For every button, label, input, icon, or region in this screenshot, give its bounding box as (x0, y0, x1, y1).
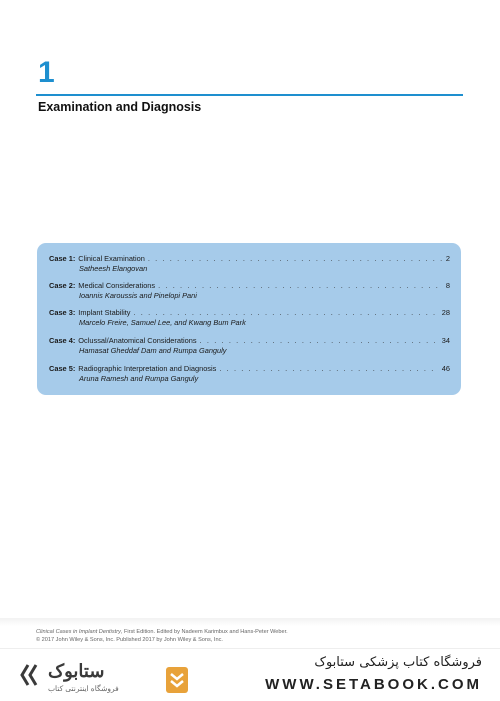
case-title: Radiographic Interpretation and Diagnosis (78, 364, 217, 373)
toc-box (37, 243, 461, 395)
setabook-logo[interactable] (20, 657, 170, 697)
case-label: Case 4: (49, 336, 76, 345)
leader-dots (200, 336, 439, 346)
toc-entry-5[interactable] (49, 364, 450, 383)
case-label: Case 1: (49, 254, 76, 263)
chapter-rule (36, 94, 463, 96)
page-number: 34 (441, 336, 450, 345)
case-label: Case 3: (49, 308, 76, 317)
leader-dots (133, 308, 438, 318)
logo-subtitle: فروشگاه اینترنتی کتاب (48, 684, 119, 693)
case-authors: Marcelo Freire, Samuel Lee, and Kwang Bum Park (79, 317, 246, 327)
page-number: 46 (441, 364, 450, 373)
footer-rule (0, 618, 500, 626)
case-label: Case 5: (49, 364, 76, 373)
case-authors: Aruna Ramesh and Rumpa Ganguly (79, 373, 199, 383)
book-badge-icon (164, 665, 190, 695)
logo-text: ستابوک (48, 661, 105, 681)
case-title: Medical Considerations (78, 281, 156, 290)
setabook-banner[interactable] (0, 648, 500, 701)
page-number: 2 (445, 254, 450, 263)
chevrons-icon (20, 661, 50, 691)
leader-dots (158, 281, 443, 291)
copyright-footer (36, 629, 288, 644)
toc-entry-4[interactable] (49, 336, 450, 355)
case-title: Oclussal/Anatomical Considerations (78, 336, 197, 345)
case-authors: Satheesh Elangovan (79, 263, 148, 273)
shop-name: فروشگاه کتاب پزشکی ستابوک (314, 655, 482, 670)
edition-info: , First Edition. Edited by Nadeem Karimbux and Hans-Peter Weber. (120, 629, 288, 635)
case-authors: Ioannis Karoussis and Pinelopi Pani (79, 290, 197, 300)
page-number: 8 (445, 281, 450, 290)
toc-entry-1[interactable] (49, 254, 450, 273)
toc-entry-3[interactable] (49, 308, 450, 327)
case-authors: Hamasat Gheddaf Dam and Rumpa Ganguly (79, 345, 227, 355)
leader-dots (219, 364, 438, 374)
copyright-line: © 2017 John Wiley & Sons, Inc. Published 2017 by John Wiley & Sons, Inc. (36, 636, 223, 643)
chapter-number: 1 (38, 56, 55, 89)
leader-dots (148, 254, 443, 264)
book-title: Clinical Cases in Implant Dentistry (36, 629, 121, 635)
case-title: Implant Stability (78, 308, 131, 317)
case-label: Case 2: (49, 281, 76, 290)
toc-entry-2[interactable] (49, 281, 450, 300)
chapter-title: Examination and Diagnosis (38, 100, 202, 114)
page-number: 28 (441, 308, 450, 317)
shop-url-link[interactable]: WWW.SETABOOK.COM (265, 676, 482, 693)
case-title: Clinical Examination (78, 254, 145, 263)
